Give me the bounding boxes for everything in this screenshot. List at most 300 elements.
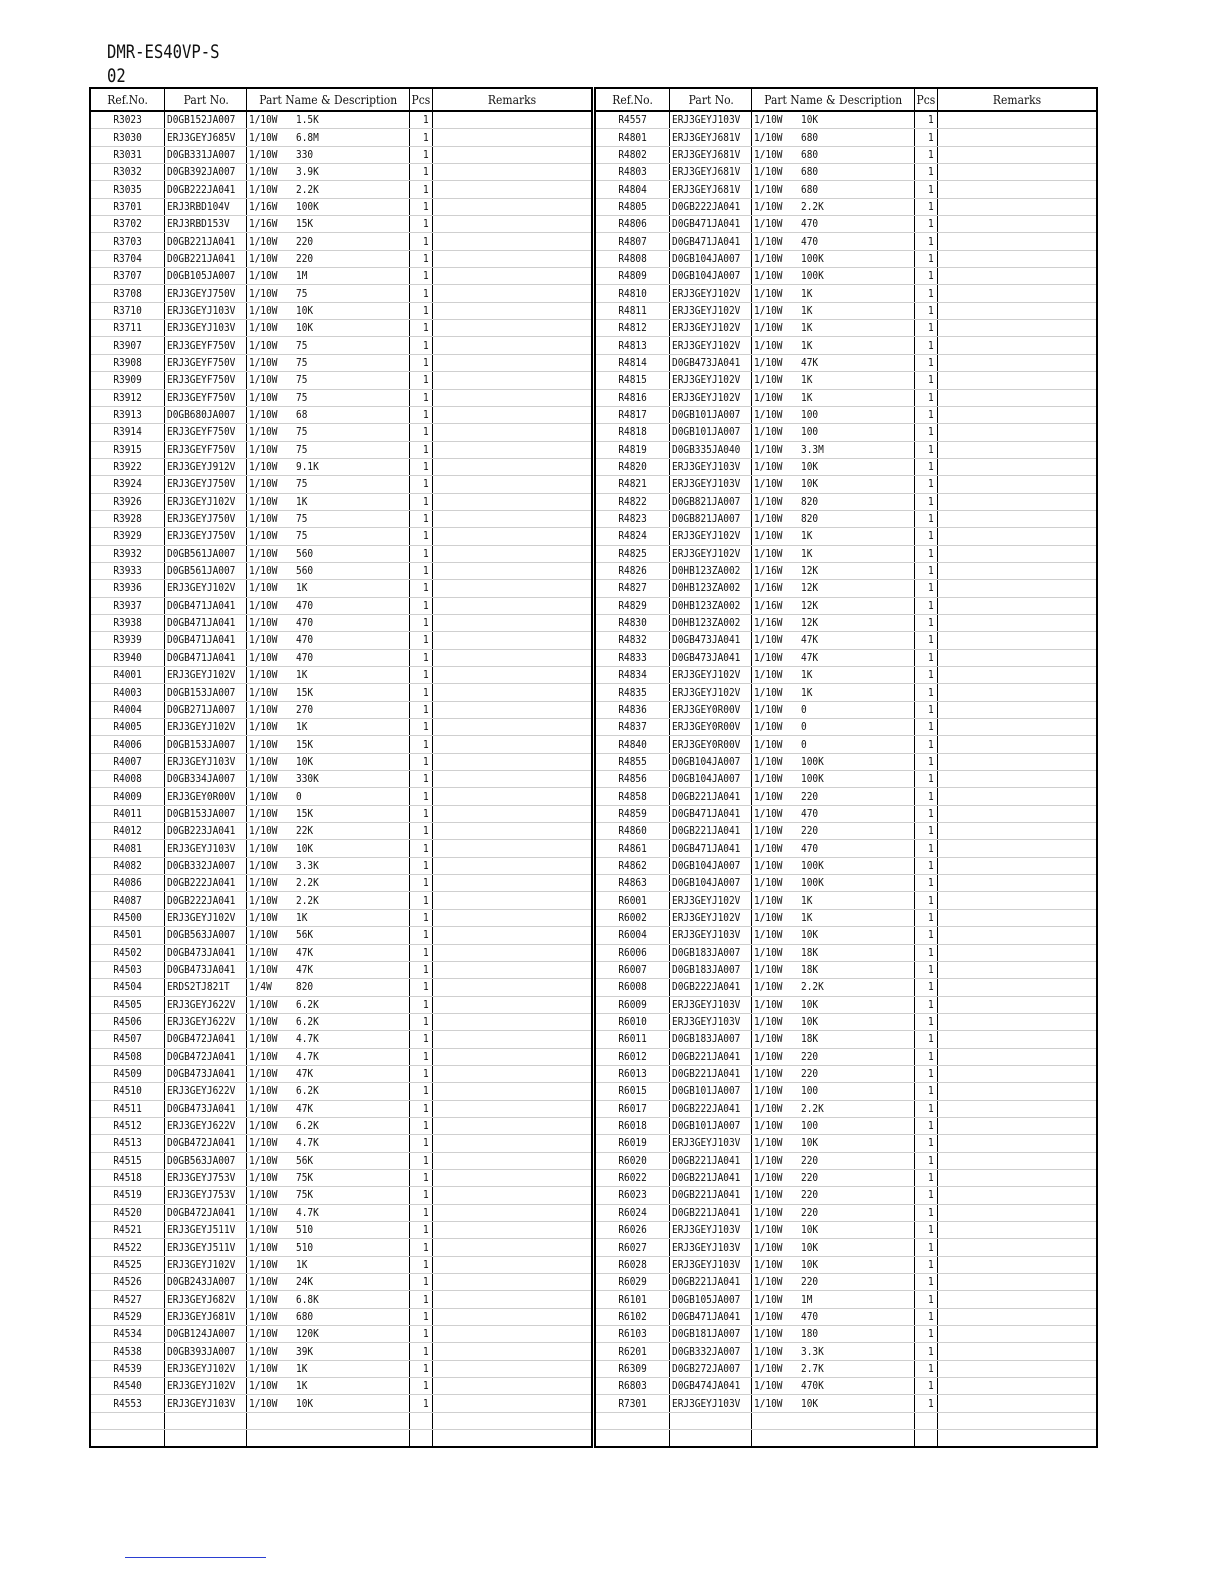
cell-wattage: 1/10W [752, 1360, 801, 1377]
cell-ref-no: R4005 [90, 719, 165, 736]
cell-pcs: 1 [914, 458, 937, 475]
cell-pcs: 1 [914, 805, 937, 822]
cell-remarks [432, 1239, 592, 1256]
cell-wattage: 1/10W [752, 1135, 801, 1152]
cell-remarks [432, 129, 592, 146]
cell-value: 100K [801, 771, 914, 788]
cell-ref-no: R6028 [595, 1256, 670, 1273]
cell-part-no: ERJ3GEY0R00V [670, 719, 752, 736]
cell-value: 1K [801, 909, 914, 926]
cell-pcs: 1 [409, 736, 432, 753]
cell-pcs: 1 [409, 441, 432, 458]
cell-remarks [937, 1378, 1097, 1395]
cell-ref-no: R4508 [90, 1048, 165, 1065]
cell-pcs: 1 [409, 1222, 432, 1239]
cell-value: 470 [801, 233, 914, 250]
cell-value: 75 [296, 372, 409, 389]
cell-ref-no: R3922 [90, 458, 165, 475]
cell-value: 270 [296, 701, 409, 718]
cell-wattage: 1/10W [247, 667, 296, 684]
cell-part-no: ERJ3GEYF750V [165, 424, 247, 441]
table-row [90, 996, 592, 1013]
cell-ref-no: R4006 [90, 736, 165, 753]
cell-value: 1K [801, 389, 914, 406]
cell-pcs: 1 [409, 1360, 432, 1377]
cell-remarks [937, 1169, 1097, 1186]
cell-wattage: 1/10W [247, 337, 296, 354]
cell-pcs: 1 [409, 771, 432, 788]
cell-value: 75 [296, 510, 409, 527]
cell-remarks [937, 1412, 1097, 1429]
table-row [90, 510, 592, 527]
cell-remarks [937, 736, 1097, 753]
cell-pcs: 1 [914, 441, 937, 458]
cell-part-no: ERJ3GEYJ750V [165, 528, 247, 545]
cell-value: 1K [801, 285, 914, 302]
cell-wattage [247, 1412, 296, 1429]
cell-wattage: 1/10W [752, 1326, 801, 1343]
cell-ref-no: R3708 [90, 285, 165, 302]
table-row [595, 1274, 1097, 1291]
cell-value: 12K [801, 580, 914, 597]
cell-value: 10K [801, 1395, 914, 1412]
cell-ref-no: R3939 [90, 632, 165, 649]
cell-ref-no: R4505 [90, 996, 165, 1013]
cell-remarks [432, 1378, 592, 1395]
cell-remarks [432, 302, 592, 319]
table-row [595, 996, 1097, 1013]
cell-remarks [432, 632, 592, 649]
cell-pcs: 1 [409, 1031, 432, 1048]
table-row [90, 788, 592, 805]
cell-pcs: 1 [914, 927, 937, 944]
cell-ref-no: R4832 [595, 632, 670, 649]
cell-remarks [432, 979, 592, 996]
cell-part-no: ERJ3GEYJ102V [670, 302, 752, 319]
table-row [90, 823, 592, 840]
cell-ref-no: R6309 [595, 1360, 670, 1377]
cell-ref-no: R4805 [595, 198, 670, 215]
cell-part-no: D0GB181JA007 [670, 1326, 752, 1343]
cell-ref-no: R6020 [595, 1152, 670, 1169]
cell-ref-no: R4011 [90, 805, 165, 822]
cell-remarks [432, 268, 592, 285]
cell-wattage: 1/10W [752, 857, 801, 874]
cell-part-no: ERJ3GEYJ103V [670, 927, 752, 944]
cell-part-no: D0GB221JA041 [670, 1065, 752, 1082]
cell-ref-no: R3907 [90, 337, 165, 354]
cell-wattage: 1/10W [752, 1169, 801, 1186]
cell-remarks [937, 1343, 1097, 1360]
cell-pcs: 1 [409, 1065, 432, 1082]
cell-ref-no: R6008 [595, 979, 670, 996]
cell-wattage: 1/10W [752, 909, 801, 926]
cell-pcs [409, 1412, 432, 1429]
cell-pcs: 1 [914, 1204, 937, 1221]
cell-part-no: D0GB222JA041 [670, 198, 752, 215]
cell-value: 220 [801, 1274, 914, 1291]
cell-pcs: 1 [914, 1083, 937, 1100]
cell-ref-no: R3707 [90, 268, 165, 285]
cell-ref-no: R4527 [90, 1291, 165, 1308]
cell-wattage: 1/10W [752, 961, 801, 978]
cell-part-no: ERJ3GEYJ622V [165, 1083, 247, 1100]
cell-remarks [937, 389, 1097, 406]
cell-remarks [432, 927, 592, 944]
cell-remarks [937, 753, 1097, 770]
cell-pcs: 1 [409, 146, 432, 163]
cell-pcs: 1 [914, 268, 937, 285]
cell-ref-no: R3932 [90, 545, 165, 562]
cell-remarks [937, 961, 1097, 978]
table-row [90, 389, 592, 406]
cell-pcs: 1 [409, 597, 432, 614]
cell-ref-no: R6803 [595, 1378, 670, 1395]
cell-ref-no: R4082 [90, 857, 165, 874]
table-row [595, 1031, 1097, 1048]
cell-remarks [937, 1065, 1097, 1082]
cell-value: 100 [801, 406, 914, 423]
cell-ref-no: R4803 [595, 164, 670, 181]
table-row [595, 441, 1097, 458]
cell-remarks [432, 1013, 592, 1030]
cell-wattage: 1/10W [247, 580, 296, 597]
cell-value: 18K [801, 961, 914, 978]
cell-value: 2.2K [296, 892, 409, 909]
cell-remarks [937, 719, 1097, 736]
cell-remarks [937, 372, 1097, 389]
cell-part-no: D0GB222JA041 [165, 181, 247, 198]
cell-ref-no: R3031 [90, 146, 165, 163]
cell-remarks [432, 441, 592, 458]
table-row [595, 719, 1097, 736]
cell-remarks [432, 788, 592, 805]
cell-ref-no: R4815 [595, 372, 670, 389]
cell-wattage: 1/10W [752, 840, 801, 857]
cell-part-no: D0GB104JA007 [670, 250, 752, 267]
cell-part-no: ERJ3GEYJ681V [670, 129, 752, 146]
cell-ref-no: R6009 [595, 996, 670, 1013]
table-row [90, 1204, 592, 1221]
table-row [90, 1412, 592, 1429]
cell-value: 75 [296, 476, 409, 493]
table-row [595, 979, 1097, 996]
cell-wattage: 1/10W [247, 164, 296, 181]
cell-ref-no: R4502 [90, 944, 165, 961]
cell-ref-no: R4801 [595, 129, 670, 146]
cell-ref-no: R6002 [595, 909, 670, 926]
cell-remarks [432, 1308, 592, 1325]
cell-wattage: 1/10W [247, 788, 296, 805]
table-row [90, 580, 592, 597]
cell-part-no: D0GB105JA007 [165, 268, 247, 285]
cell-part-no: ERJ3RBD153V [165, 216, 247, 233]
table-row [90, 684, 592, 701]
cell-pcs: 1 [914, 667, 937, 684]
cell-ref-no: R4513 [90, 1135, 165, 1152]
cell-wattage: 1/10W [247, 1152, 296, 1169]
cell-wattage: 1/10W [752, 823, 801, 840]
cell-wattage: 1/10W [247, 528, 296, 545]
cell-part-no: ERJ3GEYJ102V [165, 1360, 247, 1377]
cell-ref-no: R4521 [90, 1222, 165, 1239]
cell-pcs: 1 [409, 823, 432, 840]
cell-pcs: 1 [914, 1308, 937, 1325]
cell-value: 820 [801, 493, 914, 510]
cell-remarks [432, 719, 592, 736]
cell-remarks [937, 892, 1097, 909]
cell-wattage: 1/10W [247, 268, 296, 285]
table-row [595, 1343, 1097, 1360]
cell-value: 56K [296, 1152, 409, 1169]
cell-wattage [247, 1430, 296, 1448]
cell-part-no: ERJ3GEYJ103V [670, 1222, 752, 1239]
footer-link-underline[interactable] [125, 1557, 266, 1558]
cell-wattage: 1/10W [247, 944, 296, 961]
cell-ref-no: R4833 [595, 649, 670, 666]
cell-value: 100K [296, 198, 409, 215]
cell-part-no: ERJ3GEYF750V [165, 372, 247, 389]
cell-wattage: 1/10W [752, 1395, 801, 1412]
cell-part-no: ERJ3GEYJ103V [165, 302, 247, 319]
cell-wattage: 1/10W [752, 389, 801, 406]
cell-part-no: D0GB222JA041 [670, 979, 752, 996]
cell-wattage: 1/10W [247, 441, 296, 458]
table-row [595, 1222, 1097, 1239]
cell-wattage: 1/10W [752, 1152, 801, 1169]
cell-value: 680 [801, 146, 914, 163]
cell-pcs: 1 [409, 562, 432, 579]
cell-value: 100K [801, 250, 914, 267]
cell-value [296, 1412, 409, 1429]
table-row [90, 562, 592, 579]
cell-pcs: 1 [914, 233, 937, 250]
cell-part-no: D0GB153JA007 [165, 684, 247, 701]
cell-wattage: 1/10W [247, 597, 296, 614]
cell-part-no: D0GB222JA041 [670, 1100, 752, 1117]
table-row [90, 1256, 592, 1273]
table-row [595, 1360, 1097, 1377]
cell-value: 1K [296, 1378, 409, 1395]
cell-ref-no: R6024 [595, 1204, 670, 1221]
table-row [595, 562, 1097, 579]
cell-remarks [432, 1187, 592, 1204]
cell-value: 330K [296, 771, 409, 788]
cell-wattage: 1/10W [752, 372, 801, 389]
table-row [595, 1308, 1097, 1325]
cell-remarks [432, 545, 592, 562]
cell-value: 75 [296, 354, 409, 371]
table-row [595, 684, 1097, 701]
cell-value: 75 [296, 337, 409, 354]
table-row [595, 1187, 1097, 1204]
cell-pcs: 1 [409, 892, 432, 909]
cell-wattage: 1/10W [752, 927, 801, 944]
table-row [90, 1135, 592, 1152]
cell-remarks [937, 1256, 1097, 1273]
cell-part-no: D0GB104JA007 [670, 771, 752, 788]
cell-ref-no: R4515 [90, 1152, 165, 1169]
cell-wattage: 1/16W [752, 580, 801, 597]
cell-value: 470 [801, 805, 914, 822]
table-row [595, 424, 1097, 441]
table-row [90, 614, 592, 631]
cell-wattage: 1/10W [752, 1291, 801, 1308]
cell-remarks [937, 216, 1097, 233]
cell-wattage: 1/10W [752, 146, 801, 163]
cell-ref-no: R4001 [90, 667, 165, 684]
cell-ref-no: R4817 [595, 406, 670, 423]
cell-wattage: 1/10W [247, 1083, 296, 1100]
cell-remarks [937, 857, 1097, 874]
cell-pcs: 1 [409, 805, 432, 822]
cell-part-no: D0GB183JA007 [670, 1031, 752, 1048]
cell-value: 6.2K [296, 1117, 409, 1134]
cell-value: 75 [296, 389, 409, 406]
cell-part-no: ERJ3GEYJ103V [670, 458, 752, 475]
cell-value: 10K [296, 320, 409, 337]
cell-value: 1K [801, 667, 914, 684]
table-row [90, 1378, 592, 1395]
table-row [595, 614, 1097, 631]
col-header-description: Part Name & Description [752, 88, 914, 111]
cell-pcs: 1 [914, 111, 937, 129]
cell-part-no: ERDS2TJ821T [165, 979, 247, 996]
cell-value: 2.2K [296, 181, 409, 198]
cell-wattage: 1/10W [247, 909, 296, 926]
cell-wattage: 1/10W [247, 1048, 296, 1065]
cell-wattage: 1/4W [247, 979, 296, 996]
cell-ref-no: R4858 [595, 788, 670, 805]
cell-ref-no: R7301 [595, 1395, 670, 1412]
cell-part-no: D0GB221JA041 [670, 1187, 752, 1204]
cell-value: 510 [296, 1239, 409, 1256]
cell-pcs: 1 [409, 649, 432, 666]
cell-ref-no: R3912 [90, 389, 165, 406]
cell-value: 10K [801, 1135, 914, 1152]
cell-remarks [432, 1274, 592, 1291]
cell-remarks [432, 354, 592, 371]
cell-part-no: D0GB472JA041 [165, 1135, 247, 1152]
cell-wattage: 1/10W [247, 233, 296, 250]
table-row [595, 840, 1097, 857]
cell-wattage: 1/10W [247, 1378, 296, 1395]
cell-part-no: ERJ3GEYJ102V [670, 909, 752, 926]
table-row [90, 1360, 592, 1377]
cell-ref-no: R3933 [90, 562, 165, 579]
cell-pcs: 1 [914, 545, 937, 562]
cell-pcs: 1 [409, 1048, 432, 1065]
table-row [595, 1326, 1097, 1343]
table-row [595, 632, 1097, 649]
cell-wattage: 1/10W [752, 528, 801, 545]
cell-part-no: D0GB473JA041 [165, 944, 247, 961]
cell-remarks [937, 476, 1097, 493]
cell-value: 75K [296, 1187, 409, 1204]
cell-wattage: 1/10W [247, 250, 296, 267]
cell-part-no: ERJ3GEYJ682V [165, 1291, 247, 1308]
cell-ref-no: R3035 [90, 181, 165, 198]
table-row [595, 510, 1097, 527]
table-row [595, 545, 1097, 562]
cell-value: 75 [296, 285, 409, 302]
cell-part-no: ERJ3GEYJ681V [670, 164, 752, 181]
cell-value: 0 [801, 736, 914, 753]
cell-ref-no [90, 1412, 165, 1429]
cell-pcs: 1 [914, 406, 937, 423]
cell-part-no: ERJ3GEYJ102V [670, 667, 752, 684]
cell-part-no: D0GB221JA041 [670, 1152, 752, 1169]
cell-ref-no: R3710 [90, 302, 165, 319]
cell-ref-no: R4860 [595, 823, 670, 840]
cell-wattage: 1/10W [247, 320, 296, 337]
cell-remarks [432, 510, 592, 527]
cell-remarks [937, 510, 1097, 527]
cell-ref-no: R3924 [90, 476, 165, 493]
cell-part-no: ERJ3GEYJ750V [165, 510, 247, 527]
cell-value: 100K [801, 268, 914, 285]
table-row [90, 736, 592, 753]
cell-ref-no: R6018 [595, 1117, 670, 1134]
cell-ref-no: R4827 [595, 580, 670, 597]
cell-value: 1K [801, 684, 914, 701]
cell-ref-no: R4529 [90, 1308, 165, 1325]
cell-value: 220 [801, 823, 914, 840]
table-row [595, 961, 1097, 978]
cell-ref-no: R4861 [595, 840, 670, 857]
cell-remarks [937, 562, 1097, 579]
cell-wattage: 1/10W [247, 1031, 296, 1048]
cell-wattage: 1/10W [247, 181, 296, 198]
cell-pcs: 1 [409, 979, 432, 996]
cell-pcs: 1 [914, 198, 937, 215]
cell-value: 12K [801, 597, 914, 614]
cell-part-no: D0GB821JA007 [670, 510, 752, 527]
table-row [595, 493, 1097, 510]
cell-remarks [432, 684, 592, 701]
cell-remarks [432, 198, 592, 215]
cell-wattage: 1/10W [752, 805, 801, 822]
cell-pcs: 1 [914, 1117, 937, 1134]
cell-pcs: 1 [914, 753, 937, 770]
cell-pcs: 1 [409, 614, 432, 631]
cell-value: 10K [801, 1239, 914, 1256]
cell-value [801, 1430, 914, 1448]
cell-ref-no: R3703 [90, 233, 165, 250]
cell-pcs: 1 [914, 892, 937, 909]
cell-value: 10K [801, 1256, 914, 1273]
cell-wattage: 1/10W [247, 771, 296, 788]
cell-pcs: 1 [914, 1031, 937, 1048]
cell-ref-no: R4836 [595, 701, 670, 718]
cell-remarks [432, 1204, 592, 1221]
cell-wattage: 1/10W [247, 805, 296, 822]
cell-part-no: ERJ3GEYJ622V [165, 1117, 247, 1134]
cell-remarks [937, 354, 1097, 371]
cell-remarks [432, 493, 592, 510]
cell-value: 2.2K [801, 1100, 914, 1117]
cell-remarks [937, 580, 1097, 597]
cell-ref-no: R4522 [90, 1239, 165, 1256]
cell-ref-no: R4557 [595, 111, 670, 129]
cell-part-no: ERJ3GEYJ102V [165, 909, 247, 926]
cell-ref-no: R4863 [595, 875, 670, 892]
cell-remarks [432, 909, 592, 926]
cell-remarks [937, 233, 1097, 250]
cell-remarks [432, 424, 592, 441]
cell-pcs: 1 [409, 719, 432, 736]
table-row [595, 164, 1097, 181]
